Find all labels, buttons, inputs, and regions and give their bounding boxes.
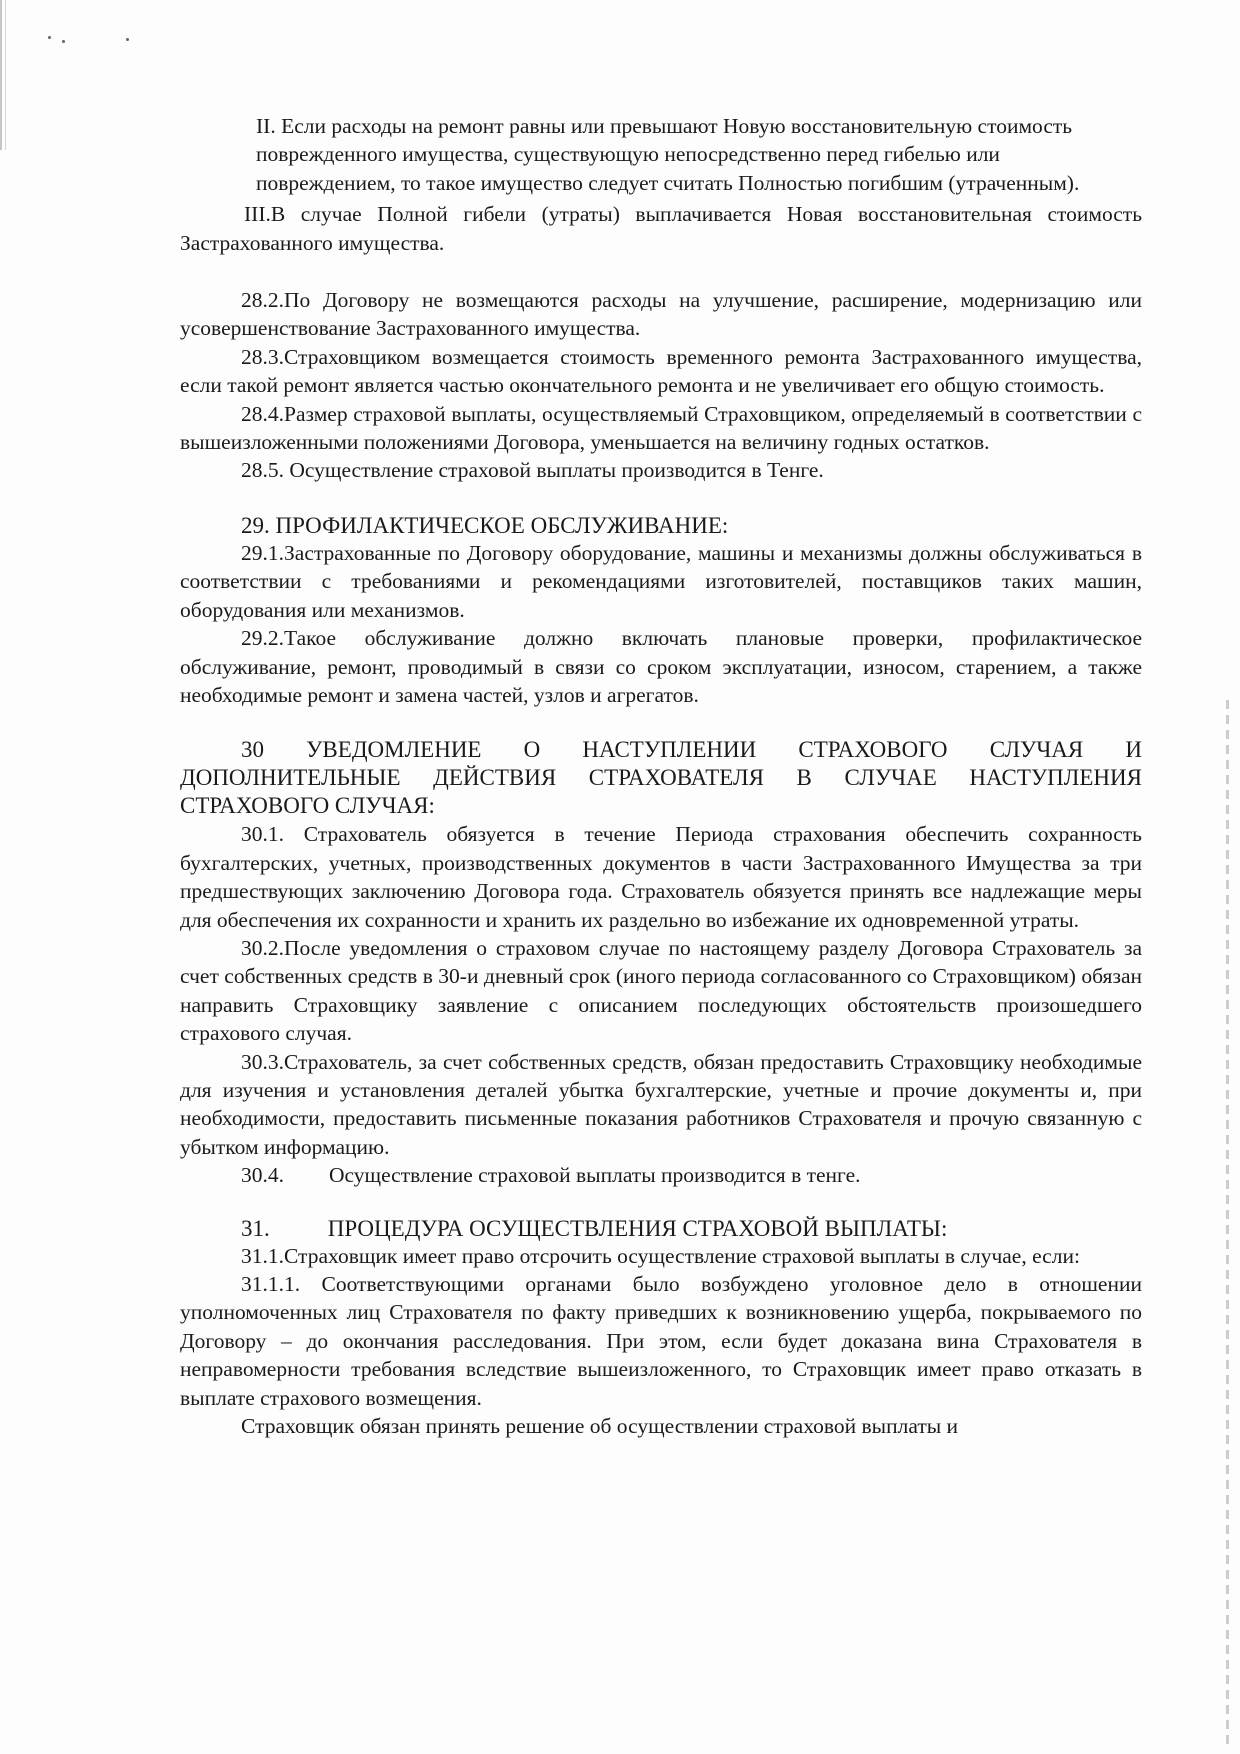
paragraph-last-fragment: Страховщик обязан принять решение об осуществлении страховой выплаты и <box>241 1414 959 1439</box>
section-heading-29: 29. ПРОФИЛАКТИЧЕСКОЕ ОБСЛУЖИВАНИЕ: <box>241 512 729 538</box>
paragraph-item-iii: III.В случае Полной гибели (утраты) выплачивается Новая восстановительная стоимость Застрахованного имущества. <box>180 202 1142 255</box>
scan-edge-right <box>1226 700 1229 1750</box>
paragraph-30-4-text: Осуществление страховой выплаты производится в тенге. <box>329 1163 861 1188</box>
document-body <box>180 112 1142 1440</box>
paragraph-28-5: 28.5. Осуществление страховой выплаты производится в Тенге. <box>241 458 824 483</box>
section-heading-31-text: ПРОЦЕДУРА ОСУЩЕСТВЛЕНИЯ СТРАХОВОЙ ВЫПЛАТЫ: <box>327 1215 948 1241</box>
paragraph-item-ii: II. Если расходы на ремонт равны или превышают Новую восстановительную стоимость поврежденного имущества, существующую непосредственно перед гибелью или повреждением, то такое имущество следует считать Полностью погибшим (утраченным). <box>256 114 1080 195</box>
paragraph-30-2: 30.2.После уведомления о страховом случае по настоящему разделу Договора Страхователь за счет собственных средств в 30-и дневный срок (иного периода согласованного со Страховщиком) обязан направить Страховщику заявление с описанием последующих обстоятельств произошедшего страхового случая. <box>180 935 1142 1046</box>
scan-edge-left <box>0 0 14 150</box>
paragraph-30-4 <box>180 1161 1142 1189</box>
section-heading-31-number: 31. <box>241 1215 270 1241</box>
paragraph-30-3: 30.3.Страхователь, за счет собственных средств, обязан предоставить Страховщику необходимые для изучения и установления деталей убытка бухгалтерские, учетные и прочие документы и, при необходимости, предоставить письменные показания работников Страхователя и прочую связанную с убытком информацию. <box>180 1049 1142 1159</box>
paragraph-31-1-1: 31.1.1. Соответствующими органами было возбуждено уголовное дело в отношении уполномоченных лиц Страхователя по факту приведших к возникновению ущерба, покрываемого по Договору – до окончания расследования. При этом, если будет доказана вина Страхователя в неправомерности требования вследствие вышеизложенного, то Страховщик имеет право отказать в выплате страхового возмещения. <box>180 1272 1142 1410</box>
paragraph-31-1: 31.1.Страховщик имеет право отсрочить осуществление страховой выплаты в случае, если: <box>241 1243 1080 1268</box>
section-heading-30: 30 УВЕДОМЛЕНИЕ О НАСТУПЛЕНИИ СТРАХОВОГО СЛУЧАЯ И ДОПОЛНИТЕЛЬНЫЕ ДЕЙСТВИЯ СТРАХОВАТЕЛЯ В СЛУЧАЕ НАСТУПЛЕНИЯ СТРАХОВОГО СЛУЧАЯ: <box>180 737 1142 819</box>
paragraph-30-4-number: 30.4. <box>241 1163 284 1188</box>
scan-speck <box>48 36 51 39</box>
paragraph-30-1: 30.1. Страхователь обязуется в течение Периода страхования обеспечить сохранность бухгалтерских, учетных, производственных документов в части Застрахованного Имущества за три предшествующих заключению Договора года. Страхователь обязуется принять все надлежащие меры для обеспечения их сохранности и хранить их раздельно во избежание их одновременной утраты. <box>180 822 1142 932</box>
paragraph-28-4: 28.4.Размер страховой выплаты, осуществляемый Страховщиком, определяемый в соответствии с вышеизложенными положениями Договора, уменьшается на величину годных остатков. <box>180 401 1142 455</box>
paragraph-28-3: 28.3.Страховщиком возмещается стоимость временного ремонта Застрахованного имущества, если такой ремонт является частью окончательного ремонта и не увеличивает его общую стоимость. <box>180 344 1142 398</box>
paragraph-28-2: 28.2.По Договору не возмещаются расходы на улучшение, расширение, модернизацию или усовершенствование Застрахованного имущества. <box>180 288 1142 341</box>
paragraph-29-1: 29.1.Застрахованные по Договору оборудование, машины и механизмы должны обслуживаться в соответствии с требованиями и рекомендациями изготовителей, поставщиков таких машин, оборудования или механизмов. <box>180 540 1142 622</box>
scan-speck <box>62 40 65 43</box>
section-heading-31 <box>180 1215 1142 1242</box>
paragraph-29-2: 29.2.Такое обслуживание должно включать плановые проверки, профилактическое обслуживание, ремонт, проводимый в связи со сроком эксплуатации, износом, старением, а также необходимые ремонт и замена частей, узлов и агрегатов. <box>180 626 1142 707</box>
scan-speck <box>126 38 129 41</box>
